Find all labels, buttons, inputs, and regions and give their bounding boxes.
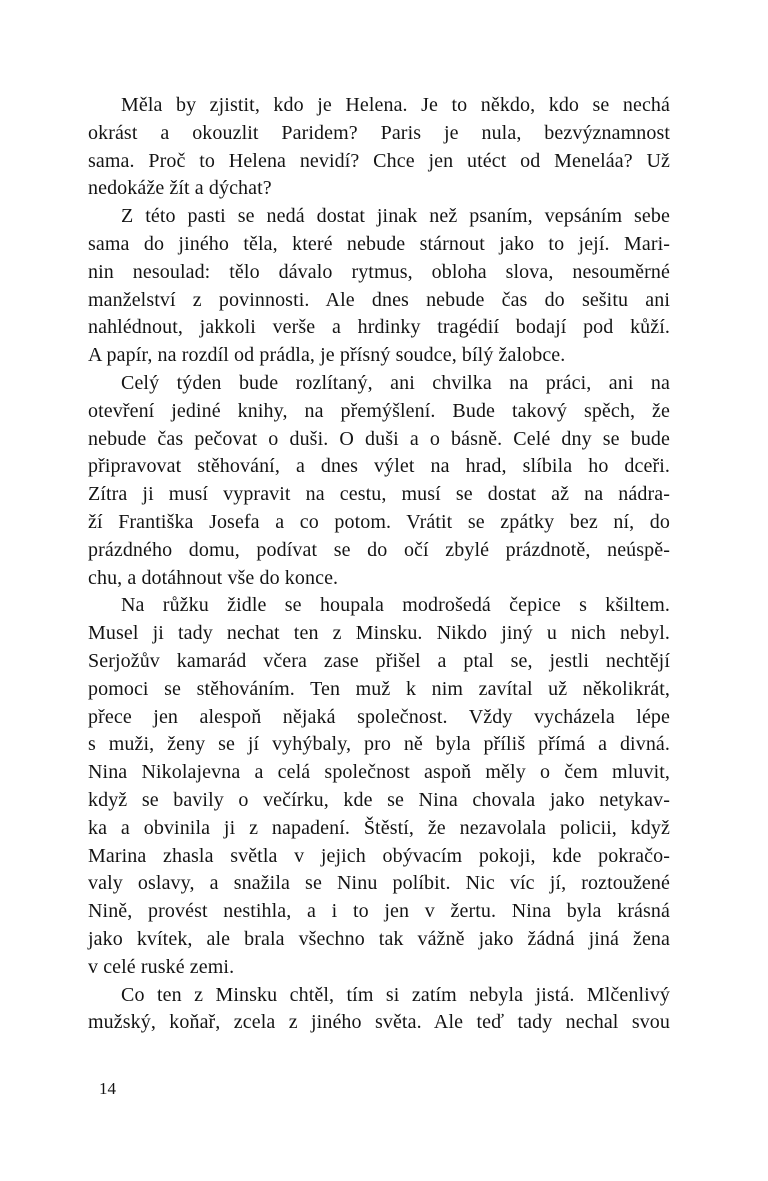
text-line: manželství z povinnosti. Ale dnes nebude čas do sešitu ani	[88, 288, 670, 311]
text-line: Serjožův kamarád včera zase přišel a ptal se, jestli nechtějí	[88, 649, 670, 672]
text-line: Co ten z Minsku chtěl, tím si zatím nebyla jistá. Mlčenlivý	[121, 983, 670, 1006]
text-line: v celé ruské zemi.	[88, 955, 235, 978]
text-line: Celý týden bude rozlítaný, ani chvilka na práci, ani na	[121, 371, 670, 394]
text-line: přece jen alespoň nějaká společnost. Vždy vycházela lépe	[88, 705, 670, 728]
text-line: Zítra ji musí vypravit na cestu, musí se dostat až na nádra-	[88, 483, 670, 506]
text-line: nin nesoulad: tělo dávalo rytmus, obloha slova, nesouměrné	[88, 260, 670, 283]
text-line: otevření jediné knihy, na přemýšlení. Bude takový spěch, že	[88, 399, 670, 422]
text-line: Nina Nikolajevna a celá společnost aspoň měly o čem mluvit,	[88, 761, 670, 784]
text-line: připravovat stěhování, a dnes výlet na hrad, slíbila ho dceři.	[88, 455, 670, 478]
text-line: když se bavily o večírku, kde se Nina chovala jako netykav-	[88, 788, 670, 811]
text-line: jako kvítek, ale brala všechno tak vážně jako žádná jiná žena	[88, 927, 670, 950]
text-line: valy oslavy, a snažila se Ninu políbit. Nic víc jí, roztoužené	[88, 872, 670, 895]
text-line: Nině, provést nestihla, a i to jen v žertu. Nina byla krásná	[88, 900, 670, 923]
text-line: ka a obvinila ji z napadení. Štěstí, že nezavolala policii, když	[88, 816, 670, 839]
text-line: nebude čas pečovat o duši. O duši a o básně. Celé dny se bude	[88, 427, 670, 450]
text-line: okrást a okouzlit Paridem? Paris je nula, bezvýznamnost	[88, 121, 670, 144]
text-line: Měla by zjistit, kdo je Helena. Je to někdo, kdo se nechá	[121, 94, 670, 116]
text-line: ží Františka Josefa a co potom. Vrátit se zpátky bez ní, do	[88, 510, 670, 533]
text-line: sama. Proč to Helena nevidí? Chce jen utéct od Meneláa? Už	[88, 149, 670, 172]
body-text	[88, 92, 670, 1037]
text-line: chu, a dotáhnout vše do konce.	[88, 566, 339, 589]
text-line: mužský, koňař, zcela z jiného světa. Ale teď tady nechal svou	[88, 1011, 670, 1034]
text-line: Marina zhasla světla v jejich obývacím pokoji, kde pokračo-	[88, 844, 670, 867]
text-line: prázdného domu, podívat se do očí zbylé prázdnotě, neúspě-	[88, 538, 670, 561]
text-line: pomoci se stěhováním. Ten muž k nim zavítal už několikrát,	[88, 677, 670, 700]
text-line: nahlédnout, jakkoli verše a hrdinky tragédií bodají pod kůží.	[88, 316, 670, 339]
text-line: sama do jiného těla, které nebude stárnout jako to její. Mari-	[88, 232, 670, 255]
text-line: Musel ji tady nechat ten z Minsku. Nikdo jiný u nich nebyl.	[88, 622, 670, 645]
text-line: nedokáže žít a dýchat?	[88, 177, 272, 200]
text-line: Z této pasti se nedá dostat jinak než psaním, vepsáním sebe	[121, 205, 670, 228]
page-number: 14	[99, 1079, 116, 1098]
text-line: A papír, na rozdíl od prádla, je přísný soudce, bílý žalobce.	[88, 344, 566, 367]
text-line: Na růžku židle se houpala modrošedá čepice s kšiltem.	[121, 594, 670, 617]
text-line: s muži, ženy se jí vyhýbaly, pro ně byla příliš přímá a divná.	[88, 733, 670, 756]
